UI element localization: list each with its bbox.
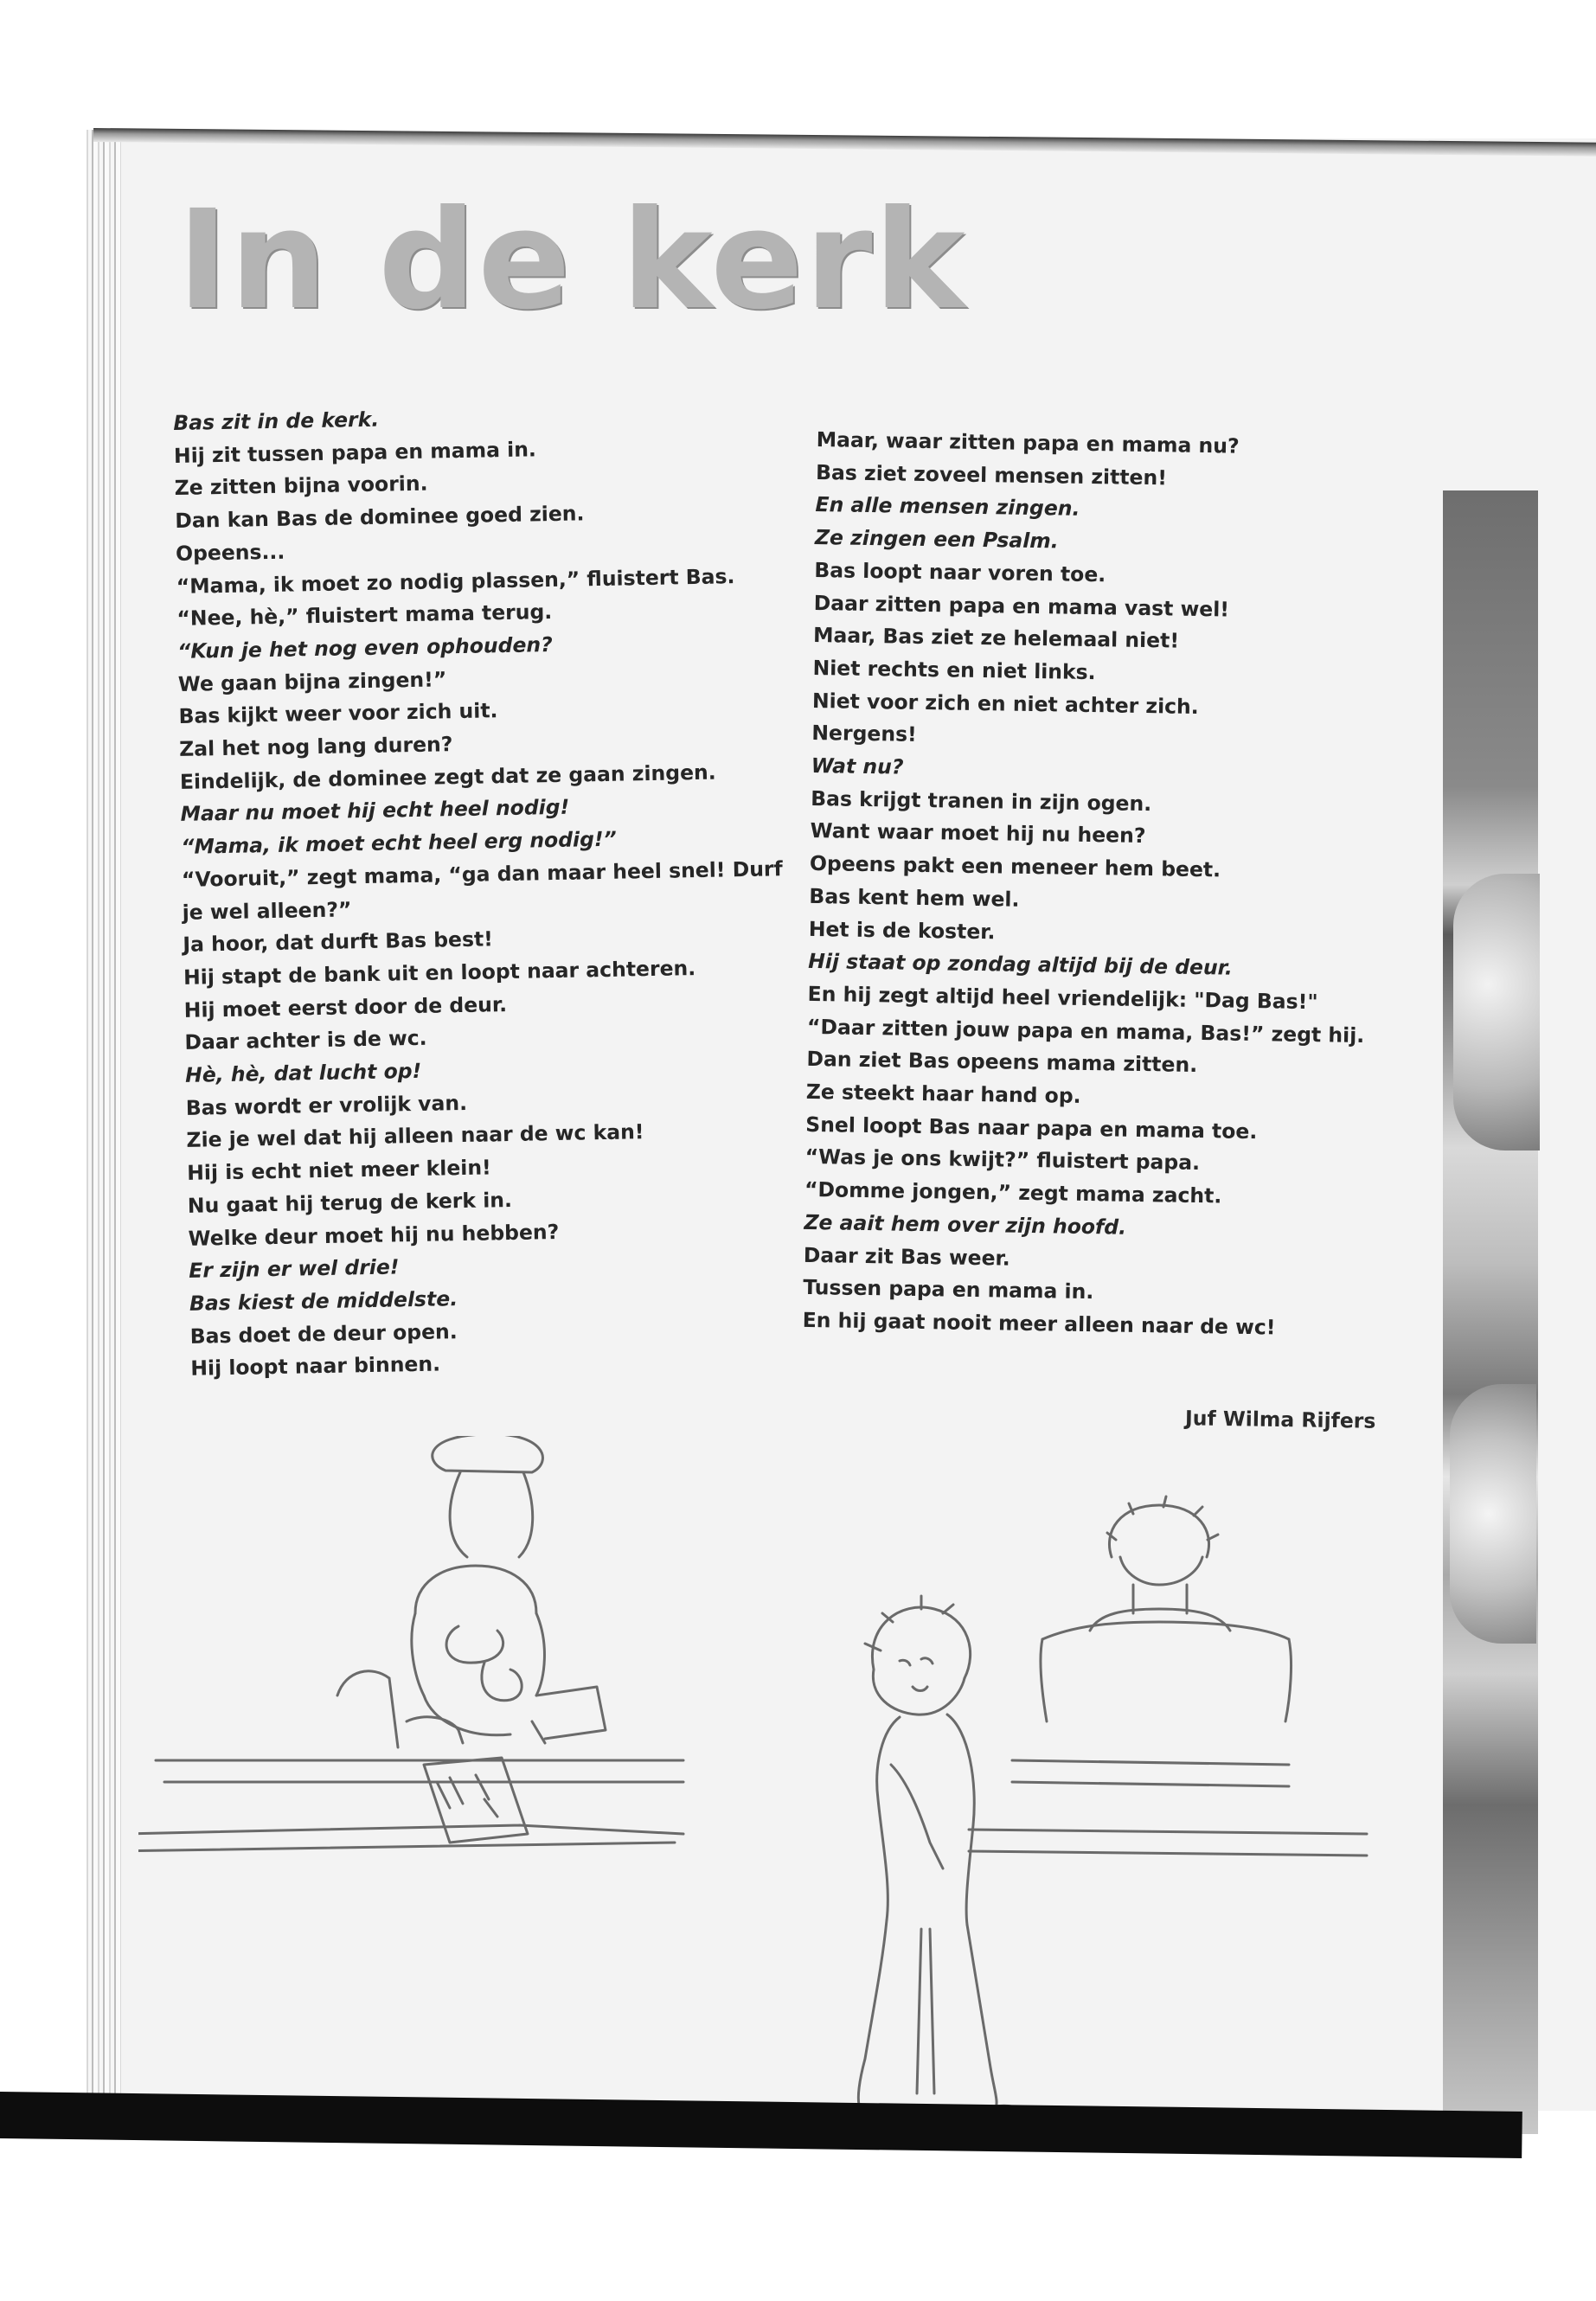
story-line: En hij zegt altijd heel vriendelijk: "Dag Bas!" [807, 981, 1318, 1015]
story-line: En alle mensen zingen. [815, 492, 1080, 522]
photo-child-face-top [1453, 874, 1540, 1150]
story-line: “Domme jongen,” zegt mama zacht. [804, 1177, 1222, 1208]
story-line: Hij staat op zondag altijd bij de deur. [808, 949, 1234, 980]
story-line: Daar zitten papa en mama vast wel! [813, 590, 1230, 622]
story-line: Bas krijgt tranen in zijn ogen. [810, 785, 1152, 816]
story-line: “Was je ons kwijt?” fluistert papa. [804, 1144, 1201, 1176]
story-line: Welke deur moet hij nu hebben? [188, 1219, 560, 1251]
story-line: Maar nu moet hij echt heel nodig! [180, 795, 570, 827]
story-line: Bas kiest de middelste. [189, 1286, 458, 1316]
story-line: Zie je wel dat hij alleen naar de wc kan! [186, 1119, 644, 1153]
story-line: Dan kan Bas de dominee goed zien. [175, 501, 585, 534]
story-line: Niet rechts en niet links. [812, 655, 1096, 685]
story-line: Daar zit Bas weer. [803, 1242, 1010, 1271]
story-line: Bas loopt naar voren toe. [814, 557, 1106, 587]
story-line: “Daar zitten jouw papa en mama, Bas!” zegt hij. [806, 1014, 1365, 1048]
story-line: Hij is echt niet meer klein! [186, 1155, 492, 1186]
story-line: Bas kent hem wel. [809, 883, 1020, 912]
mother-in-pew-drawing [138, 1436, 683, 1851]
page-edge-left [87, 130, 121, 2115]
story-line: Nergens! [811, 721, 917, 747]
story-line: Snel loopt Bas naar papa en mama toe. [805, 1112, 1258, 1144]
photo-child-face-bottom [1450, 1384, 1536, 1644]
story-line: Ze zitten bijna voorin. [174, 471, 428, 501]
story-line: Ze aait hem over zijn hoofd. [804, 1209, 1127, 1240]
story-line: Maar, waar zitten papa en mama nu? [816, 426, 1240, 458]
story-line: “Kun je het nog even ophouden? [176, 631, 553, 663]
story-line: Tussen papa en mama in. [803, 1275, 1094, 1304]
story-line: Bas ziet zoveel mensen zitten! [815, 459, 1168, 490]
story-line: “Vooruit,” zegt mama, “ga dan maar heel snel! Durf [181, 856, 783, 892]
story-line: Het is de koster. [808, 916, 996, 944]
boy-walking-drawing [830, 1596, 1026, 2128]
story-line: Ze zingen een Psalm. [814, 525, 1059, 554]
story-line: En hij gaat nooit meer alleen naar de wc! [802, 1307, 1276, 1340]
story-line: “Nee, hè,” fluistert mama terug. [176, 599, 553, 631]
story-line: Dan ziet Bas opeens mama zitten. [806, 1047, 1198, 1078]
story-line: Hij loopt naar binnen. [190, 1351, 441, 1381]
story-line: Bas zit in de kerk. [173, 407, 380, 435]
side-photo-strip [1443, 490, 1538, 2134]
story-line: Bas wordt er vrolijk van. [185, 1090, 468, 1120]
story-line: “Mama, ik moet zo nodig plassen,” fluistert Bas. [176, 563, 735, 599]
story-line: Hij moet eerst door de deur. [183, 991, 508, 1022]
man-in-pew-drawing [969, 1497, 1367, 1856]
story-line: Hij zit tussen papa en mama in. [173, 437, 537, 468]
story-line: Opeens... [175, 539, 285, 566]
story-line: Want waar moet hij nu heen? [810, 818, 1146, 849]
story-line: Maar, Bas ziet ze helemaal niet! [812, 623, 1180, 653]
story-line: Niet voor zich en niet achter zich. [811, 688, 1199, 719]
story-column-right [802, 424, 1404, 1346]
story-line: Wat nu? [811, 753, 904, 779]
story-column-left [173, 396, 797, 1386]
story-line: “Mama, ik moet echt heel erg nodig!” [181, 826, 617, 860]
story-line: Nu gaat hij terug de kerk in. [187, 1187, 513, 1218]
story-line: Eindelijk, de dominee zegt dat ze gaan zingen. [179, 760, 716, 794]
story-line: Er zijn er wel drie! [189, 1254, 400, 1284]
story-line: Daar achter is de wc. [184, 1026, 427, 1055]
story-line: Hij stapt de bank uit en loopt naar achteren. [183, 955, 696, 990]
story-line: Bas kijkt weer voor zich uit. [178, 698, 498, 729]
story-line: Opeens pakt een meneer hem beet. [809, 851, 1221, 882]
story-line: Bas doet de deur open. [189, 1318, 458, 1349]
story-line: Ja hoor, dat durft Bas best! [183, 926, 494, 958]
story-line: Zal het nog lang duren? [178, 732, 453, 761]
author-credit: Juf Wilma Rijfers [1184, 1406, 1376, 1433]
story-line: je wel alleen?” [182, 896, 352, 925]
story-line: Hè, hè, dat lucht op! [184, 1058, 422, 1087]
story-line: Ze steekt haar hand op. [805, 1079, 1081, 1108]
page-title: In de kerk [177, 181, 967, 340]
church-illustration [138, 1436, 1401, 2145]
story-line: We gaan bijna zingen!” [177, 666, 447, 696]
